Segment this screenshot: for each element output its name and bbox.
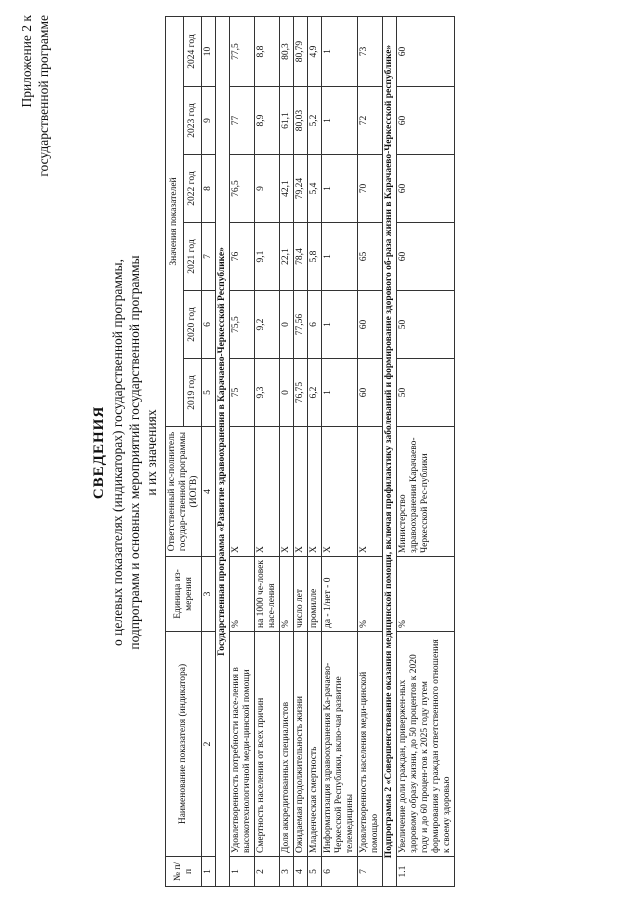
value-cell: 77 [230, 87, 255, 155]
value-cell: 5,4 [308, 155, 322, 223]
value-cell: 1 [322, 291, 358, 359]
section-title: Государственная программа «Развитие здравоохранения в Карачаево-Черкесской Республике» [216, 17, 230, 887]
header-values: Значения показателей [166, 17, 184, 427]
row-number: 1.1 [397, 857, 455, 887]
value-cell: 5,8 [308, 223, 322, 291]
value-cell: 80,03 [294, 87, 308, 155]
table-row [358, 17, 383, 887]
header-num: № п/п [166, 857, 202, 887]
appendix-line-2: государственной программе [36, 15, 51, 177]
value-cell: 50 [397, 291, 455, 359]
unit: да - 1/нет - 0 [322, 557, 358, 632]
header-year: 2021 год [184, 223, 202, 291]
value-cell: 50 [397, 359, 455, 427]
value-cell: 79,24 [294, 155, 308, 223]
unit: число лет [294, 557, 308, 632]
indicator-name: Ожидаемая продолжительность жизни [294, 632, 308, 857]
value-cell: 1 [322, 87, 358, 155]
unit: промилле [308, 557, 322, 632]
table-row [294, 17, 308, 887]
value-cell: 4,9 [308, 17, 322, 87]
value-cell: 1 [322, 359, 358, 427]
responsible: Х [358, 427, 383, 557]
col-number: 5 [202, 359, 216, 427]
value-cell: 77,56 [294, 291, 308, 359]
value-cell: 5,2 [308, 87, 322, 155]
header-year: 2020 год [184, 291, 202, 359]
value-cell: 60 [397, 155, 455, 223]
col-number: 9 [202, 87, 216, 155]
responsible: Х [322, 427, 358, 557]
table-row [322, 17, 358, 887]
title-heading: СВЕДЕНИЯ [91, 405, 107, 500]
value-cell: 6,2 [308, 359, 322, 427]
header-year: 2019 год [184, 359, 202, 427]
value-cell: 75 [230, 359, 255, 427]
appendix-note [18, 15, 52, 205]
indicator-name: Удовлетворенность потребности насе-ления в высокотехнологичной меди-цинской помощи [230, 632, 255, 857]
value-cell: 76 [230, 223, 255, 291]
responsible: Х [308, 427, 322, 557]
document-title [90, 20, 160, 885]
value-cell: 8,8 [255, 17, 280, 87]
value-cell: 22,1 [280, 223, 294, 291]
appendix-line-1: Приложение 2 к [19, 15, 34, 108]
row-number: 4 [294, 857, 308, 887]
value-cell: 60 [397, 223, 455, 291]
indicator-name: Смертность населения от всех причин [255, 632, 280, 857]
responsible: Х [280, 427, 294, 557]
col-number: 6 [202, 291, 216, 359]
value-cell: 9,3 [255, 359, 280, 427]
value-cell: 73 [358, 17, 383, 87]
section-row [216, 17, 230, 887]
value-cell: 6 [308, 291, 322, 359]
title-line-1: о целевых показателях (индикаторах) государственной программы, [110, 259, 125, 646]
unit: % [230, 557, 255, 632]
col-number: 10 [202, 17, 216, 87]
value-cell: 65 [358, 223, 383, 291]
header-year: 2024 год [184, 17, 202, 87]
indicator-name: Информатизация здравоохранения Ка-рачаево-Черкесской Республики, вклю-чая развитие телемедицины [322, 632, 358, 857]
col-number: 1 [202, 857, 216, 887]
value-cell: 61,1 [280, 87, 294, 155]
section-row [383, 17, 397, 887]
value-cell: 75,5 [230, 291, 255, 359]
row-number: 3 [280, 857, 294, 887]
row-number: 5 [308, 857, 322, 887]
value-cell: 9,2 [255, 291, 280, 359]
section-title: Подпрограмма 2 «Совершенствование оказания медицинской помощи, включая профилактику заболеваний и формирование здорового об-раза жизни в Карачаево-Черкесской республике» [383, 17, 397, 887]
indicator-name: Младенческая смертность [308, 632, 322, 857]
value-cell: 76,5 [230, 155, 255, 223]
value-cell: 9 [255, 155, 280, 223]
value-cell: 60 [397, 87, 455, 155]
header-unit: Единица из-мерения [166, 557, 202, 632]
responsible: Министерство здравоохранения Карачаево-Черкесской Рес-публики [397, 427, 455, 557]
responsible: Х [294, 427, 308, 557]
row-number: 1 [230, 857, 255, 887]
table-row [397, 17, 455, 887]
value-cell: 1 [322, 17, 358, 87]
header-year: 2023 год [184, 87, 202, 155]
indicator-name: Доля аккредитованных специалистов [280, 632, 294, 857]
table-row [308, 17, 322, 887]
column-numbers-row [202, 17, 216, 887]
value-cell: 60 [397, 17, 455, 87]
col-number: 7 [202, 223, 216, 291]
value-cell: 8,9 [255, 87, 280, 155]
row-number: 6 [322, 857, 358, 887]
value-cell: 42,1 [280, 155, 294, 223]
col-number: 8 [202, 155, 216, 223]
col-number: 3 [202, 557, 216, 632]
unit: % [397, 557, 455, 632]
value-cell: 60 [358, 359, 383, 427]
indicator-name: Увеличение доли граждан, привержен-ных здоровому образу жизни, до 50 процентов к 2020 году и до 60 процен-тов к 2025 году путем формирования у граждан ответственного отношения к своему здоровью [397, 632, 455, 857]
header-year: 2022 год [184, 155, 202, 223]
value-cell: 78,4 [294, 223, 308, 291]
title-line-2: подпрограмм и основных мероприятий государственной программы [127, 255, 142, 650]
col-number: 4 [202, 427, 216, 557]
table-row [255, 17, 280, 887]
value-cell: 60 [358, 291, 383, 359]
value-cell: 0 [280, 291, 294, 359]
title-line-3: и их значениях [144, 409, 159, 496]
unit: на 1000 че-ловек насе-ления [255, 557, 280, 632]
header-name: Наименование показателя (индикатора) [166, 632, 202, 857]
value-cell: 70 [358, 155, 383, 223]
value-cell: 0 [280, 359, 294, 427]
responsible: Х [255, 427, 280, 557]
table-row [230, 17, 255, 887]
col-number: 2 [202, 632, 216, 857]
value-cell: 80,79 [294, 17, 308, 87]
value-cell: 72 [358, 87, 383, 155]
value-cell: 1 [322, 223, 358, 291]
row-number: 7 [358, 857, 383, 887]
row-number: 2 [255, 857, 280, 887]
table-row [280, 17, 294, 887]
indicator-name: Удовлетворенность населения меди-цинской помощью [358, 632, 383, 857]
indicators-table [165, 16, 455, 887]
unit: % [358, 557, 383, 632]
header-row-1 [166, 17, 184, 887]
header-responsible: Ответственный ис-полнитель государ-ственной программы (ИОГВ) [166, 427, 202, 557]
responsible: Х [230, 427, 255, 557]
value-cell: 9,1 [255, 223, 280, 291]
value-cell: 80,3 [280, 17, 294, 87]
value-cell: 77,5 [230, 17, 255, 87]
value-cell: 76,75 [294, 359, 308, 427]
value-cell: 1 [322, 155, 358, 223]
unit: % [280, 557, 294, 632]
